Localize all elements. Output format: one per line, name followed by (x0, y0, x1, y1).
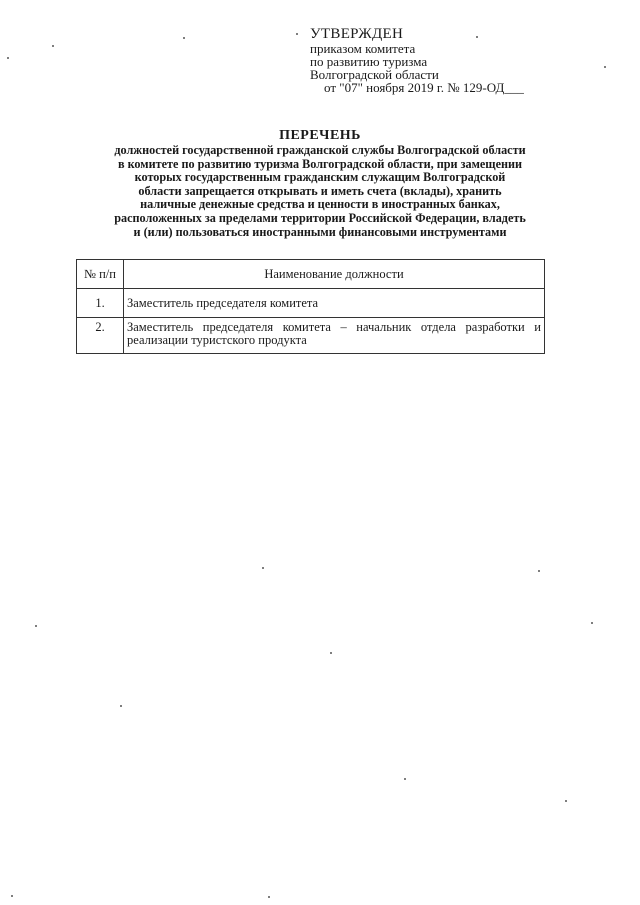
scan-speck (183, 37, 185, 39)
table-row (77, 318, 545, 354)
scan-speck (404, 778, 406, 780)
scan-speck (296, 33, 298, 35)
heading-line: и (или) пользоваться иностранными финансовыми инструментами (133, 224, 507, 239)
approval-line-3: Волгоградской области (310, 67, 439, 82)
heading-line: наличные денежные средства и ценности в иностранных банках, (140, 197, 500, 212)
scan-speck (476, 36, 478, 38)
heading-title: ПЕРЕЧЕНЬ (279, 128, 361, 143)
row-position-name: Заместитель председателя комитета – начальник отдела разработки и реализации туристского продукта (124, 318, 545, 354)
approval-order-line: от "07" ноября 2019 г. № 129-ОД___ (324, 80, 524, 95)
approval-line-1: приказом комитета (310, 41, 416, 56)
row-position-name: Заместитель председателя комитета (124, 289, 545, 318)
scan-speck (538, 570, 540, 572)
heading-line: области запрещается открывать и иметь счета (вклады), хранить (138, 183, 502, 198)
scan-speck (330, 652, 332, 654)
heading-line: в комитете по развитию туризма Волгоградской области, при замещении (117, 156, 523, 171)
scan-speck (35, 625, 37, 627)
row-number: 2. (77, 318, 124, 354)
approval-title: УТВЕРЖДЕН (310, 26, 404, 42)
heading-body (60, 144, 580, 239)
scan-speck (268, 896, 270, 898)
table-row (77, 289, 545, 318)
table-header-row (77, 260, 545, 289)
scan-speck (52, 45, 54, 47)
scan-speck (604, 66, 606, 68)
scan-speck (7, 57, 9, 59)
scan-speck (565, 800, 567, 802)
heading-line: расположенных за пределами территории Российской Федерации, владеть (114, 210, 526, 225)
row-number: 1. (77, 289, 124, 318)
header-number: № п/п (77, 260, 124, 289)
scan-speck (262, 567, 264, 569)
document-heading (60, 128, 580, 239)
approval-line-2: по развитию туризма (310, 54, 428, 69)
approval-stamp (310, 26, 570, 94)
scan-speck (591, 622, 593, 624)
scan-speck (120, 705, 122, 707)
scan-speck (11, 895, 13, 897)
header-position-name: Наименование должности (124, 260, 545, 289)
heading-line: которых государственным гражданским служащим Волгоградской (134, 170, 506, 185)
heading-line: должностей государственной гражданской службы Волгоградской области (114, 143, 526, 157)
positions-table (76, 259, 545, 354)
